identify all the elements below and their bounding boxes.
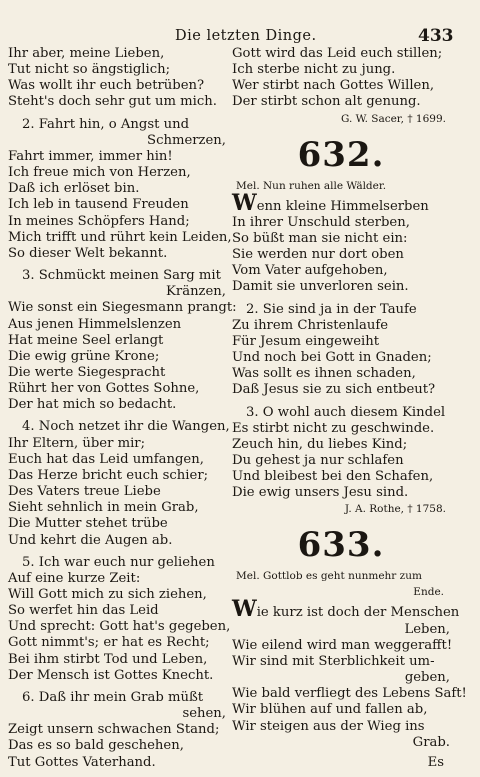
verse-line: Die werte Siegespracht [8, 364, 166, 380]
verse-line: Das Herze bricht euch schier; [8, 467, 209, 483]
verse-line: Gott wird das Leid euch stillen; [232, 46, 443, 61]
stanza [8, 268, 237, 413]
verse-line: Bei ihm stirbt Tod und Leben, [8, 651, 208, 667]
first-line-text: ie kurz ist doch der Menschen [256, 605, 460, 621]
verse-line: In meines Schöpfers Hand; [8, 213, 190, 229]
verse-line: Will Gott mich zu sich ziehen, [8, 587, 207, 602]
verse-line: Wir blühen auf und fallen ab, [232, 702, 428, 718]
hymn-number: 632. [297, 134, 385, 175]
verse-line: 2. Sie sind ja in der Taufe [246, 301, 417, 317]
verse-line: Ich leb in tausend Freuden [8, 197, 189, 213]
verse-line: Das es so bald geschehen, [8, 738, 184, 754]
verse-line: Und kehrt die Augen ab. [8, 532, 173, 548]
verse-line: Auf eine kurze Zeit: [8, 570, 141, 586]
verse-line: Des Vaters treue Liebe [8, 484, 161, 500]
verse-line: Kränzen, [166, 284, 226, 300]
stanza [8, 116, 232, 262]
verse-line: Ihr Eltern, über mir; [8, 435, 146, 451]
verse-line: So dieser Welt bekannt. [8, 245, 168, 261]
verse-line: Ihr aber, meine Lieben, [8, 46, 165, 61]
verse-line: Zeigt unsern schwachen Stand; [8, 722, 220, 738]
verse-line: Wie eilend wird man weggerafft! [232, 637, 453, 653]
left-column [8, 46, 237, 777]
verse-line: Die Mutter stehet trübe [8, 516, 168, 532]
verse-line: Daß ich erlöset bin. [8, 181, 140, 197]
catchword: Es [427, 754, 444, 770]
verse-line: geben, [404, 670, 450, 686]
stanza [8, 46, 226, 111]
verse-line: Aus jenen Himmelslenzen [8, 316, 182, 332]
verse-line: Wer stirbt nach Gottes Willen, [232, 78, 435, 94]
verse-line: Es stirbt nicht zu geschwinde. [232, 420, 435, 436]
verse-line: Für Jesum eingeweiht [232, 333, 380, 349]
verse-line: Ich sterbe nicht zu jung. [232, 62, 396, 78]
verse-line: Leben, [404, 621, 450, 637]
verse-line: Der Mensch ist Gottes Knecht. [8, 667, 214, 683]
verse-line: Hat meine Seel erlangt [8, 332, 164, 348]
verse-line: Daß Jesus sie zu sich entbeut? [232, 382, 436, 398]
melody-note: Mel. Gottlob es geht nunmehr zum [236, 570, 422, 583]
hymn-number: 633. [297, 525, 385, 566]
verse-line: 3. O wohl auch diesem Kindel [246, 404, 446, 420]
verse-line: Wie sonst ein Siegesmann prangt: [8, 300, 237, 316]
verse-line: sehen, [182, 706, 226, 722]
running-head: Die letzten Dinge. [175, 28, 317, 44]
page-header [0, 26, 480, 48]
page-number: 433 [418, 26, 454, 46]
verse-line: In ihrer Unschuld sterben, [232, 214, 410, 230]
stanza [232, 215, 450, 296]
melody-note-continued: Ende. [413, 586, 444, 599]
verse-line: Du gehest ja nur schlafen [232, 452, 404, 468]
verse-line: 2. Fahrt hin, o Angst und [22, 116, 190, 132]
drop-capital: W [232, 596, 257, 623]
stanza [8, 690, 226, 771]
stanza [8, 554, 231, 684]
verse-line: Ich freue mich von Herzen, [8, 165, 191, 181]
verse-line: Zeuch hin, du liebes Kind; [232, 436, 408, 452]
author-attribution: G. W. Sacer, † 1699. [340, 112, 446, 125]
stanza [232, 302, 450, 399]
melody-note: Mel. Nun ruhen alle Wälder. [236, 179, 387, 192]
verse-line: Die ewig grüne Krone; [8, 348, 160, 364]
verse-line: Tut nicht so ängstiglich; [8, 62, 171, 78]
verse-line: Gott nimmt's; er hat es Recht; [8, 635, 210, 651]
verse-line: Und bleibest bei den Schafen, [232, 469, 434, 485]
verse-line: Was sollt es ihnen schaden, [232, 366, 416, 382]
first-verse-line [232, 189, 450, 216]
verse-line: Wir sind mit Sterblichkeit um- [232, 653, 435, 669]
verse-line: Vom Vater aufgehoben, [232, 263, 388, 279]
verse-line: 4. Noch netzet ihr die Wangen, [22, 419, 230, 435]
verse-line: Was wollt ihr euch betrüben? [8, 78, 205, 94]
verse-line: Sieht sehnlich in mein Grab, [8, 500, 199, 516]
verse-line: Der stirbt schon alt genung. [232, 94, 421, 110]
verse-line: Wie bald verfliegt des Lebens Saft! [232, 686, 467, 702]
author-attribution: J. A. Rothe, † 1758. [344, 503, 446, 516]
verse-line: So werfet hin das Leid [8, 603, 159, 619]
drop-capital: W [232, 189, 257, 216]
first-line-text: enn kleine Himmelserben [256, 198, 429, 214]
verse-line: Und noch bei Gott in Gnaden; [232, 350, 432, 366]
verse-line: Grab. [412, 734, 450, 750]
verse-line: Steht's doch sehr gut um mich. [8, 94, 217, 110]
verse-line: Der hat mich so bedacht. [8, 397, 177, 413]
stanza [232, 405, 450, 502]
right-column [232, 46, 467, 771]
stanza [8, 419, 230, 548]
verse-line: Rührt her von Gottes Sohne, [8, 381, 200, 397]
verse-line: Schmerzen, [147, 132, 226, 148]
verse-line: So büßt man sie nicht ein: [232, 230, 408, 246]
verse-line: 5. Ich war euch nur geliehen [22, 554, 215, 570]
verse-line: Wir steigen aus der Wieg ins [232, 718, 425, 734]
verse-line: Zu ihrem Christenlaufe [232, 317, 389, 333]
verse-line: Sie werden nur dort oben [232, 247, 404, 263]
first-verse-line [232, 596, 460, 623]
verse-line: Damit sie unverloren sein. [232, 279, 409, 295]
verse-line: Mich trifft und rührt kein Leiden, [8, 229, 232, 245]
verse-line: Die ewig unsers Jesu sind. [232, 485, 409, 501]
verse-line: Und sprecht: Gott hat's gegeben, [8, 619, 231, 635]
verse-line: 6. Daß ihr mein Grab müßt [22, 689, 204, 705]
verse-line: Tut Gottes Vaterhand. [8, 754, 156, 770]
verse-line: Fahrt immer, immer hin! [8, 148, 173, 164]
verse-line: 3. Schmückt meinen Sarg mit [22, 268, 221, 284]
verse-line: Euch hat das Leid umfangen, [8, 451, 204, 467]
